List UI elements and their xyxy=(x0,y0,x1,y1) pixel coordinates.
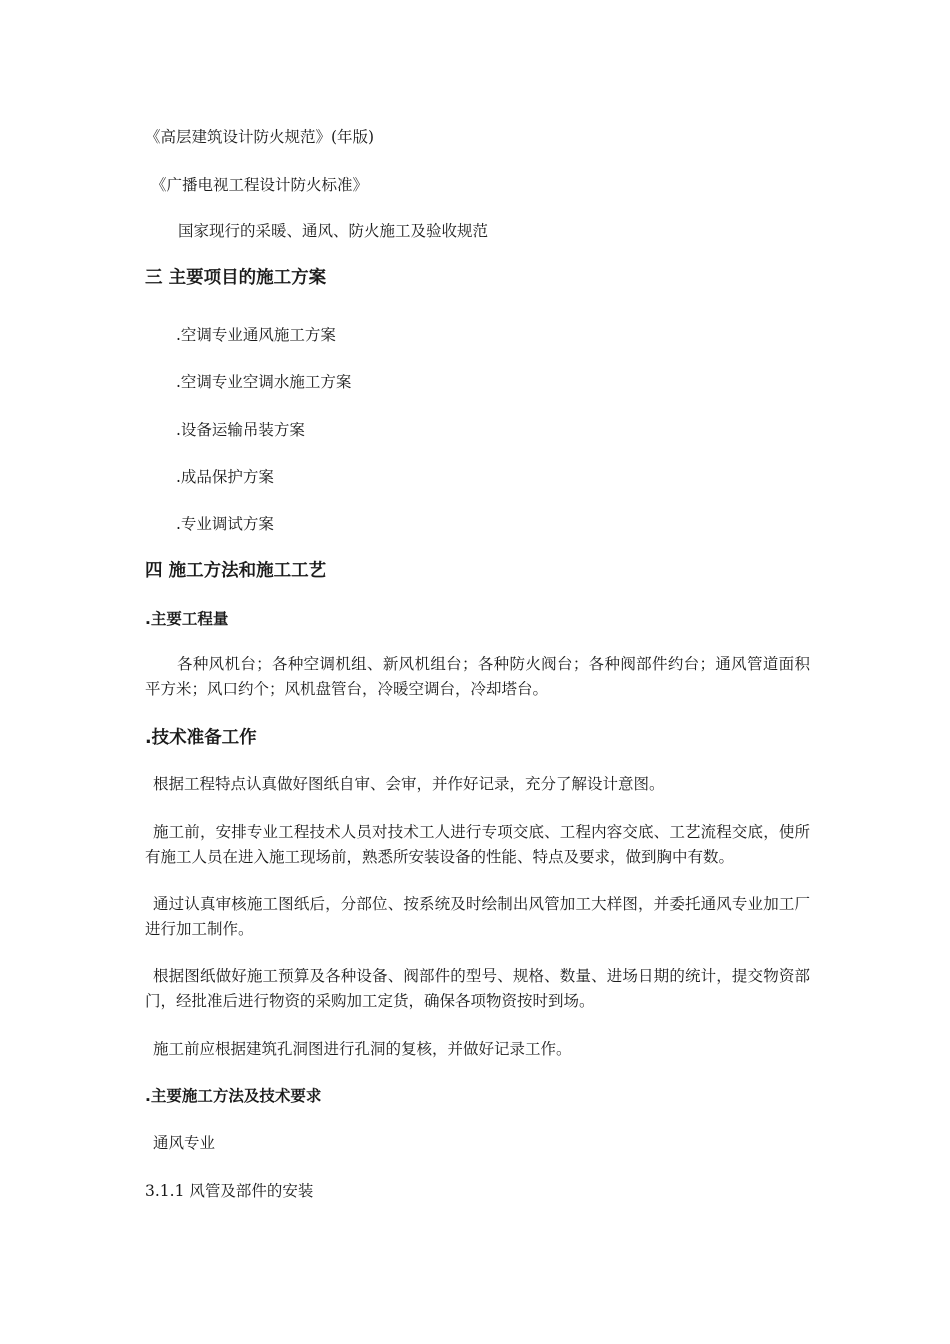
subheading-preparation: .技术准备工作 xyxy=(145,728,257,748)
reference-line-3: 国家现行的采暖、通风、防火施工及验收规范 xyxy=(178,222,489,240)
preparation-paragraph-1: 根据工程特点认真做好图纸自审、会审，并作好记录，充分了解设计意图。 xyxy=(153,775,665,793)
quantities-paragraph: 各种风机台；各种空调机组、新风机组台；各种防火阀台；各种阀部件约台；通风管道面积平方米；风口约个；风机盘管台，冷暖空调台，冷却塔台。 xyxy=(145,655,810,698)
preparation-paragraph-3: 通过认真审核施工图纸后，分部位、按系统及时绘制出风管加工大样图，并委托通风专业加工厂进行加工制作。 xyxy=(145,895,810,938)
plan-item-5: .专业调试方案 xyxy=(176,515,274,533)
subheading-methods: .主要施工方法及技术要求 xyxy=(145,1087,322,1105)
preparation-paragraph-4: 根据图纸做好施工预算及各种设备、阀部件的型号、规格、数量、进场日期的统计，提交物资部门，经批准后进行物资的采购加工定货，确保各项物资按时到场。 xyxy=(145,967,810,1010)
preparation-paragraph-2: 施工前，安排专业工程技术人员对技术工人进行专项交底、工程内容交底、工艺流程交底，使所有施工人员在进入施工现场前，熟悉所安装设备的性能、特点及要求，做到胸中有数。 xyxy=(145,823,810,866)
section-heading-4: 四 施工方法和施工工艺 xyxy=(145,561,327,581)
section-heading-3: 三 主要项目的施工方案 xyxy=(145,268,327,288)
subsection-ventilation: 通风专业 xyxy=(153,1134,216,1152)
plan-item-4: .成品保护方案 xyxy=(176,468,274,486)
plan-item-1: .空调专业通风施工方案 xyxy=(176,326,336,344)
preparation-paragraph-5: 施工前应根据建筑孔洞图进行孔洞的复核，并做好记录工作。 xyxy=(153,1040,572,1058)
plan-item-3: .设备运输吊装方案 xyxy=(176,421,305,439)
subheading-quantities: .主要工程量 xyxy=(145,610,229,628)
plan-item-2: .空调专业空调水施工方案 xyxy=(176,373,352,391)
reference-line-1: 《高层建筑设计防火规范》(年版) xyxy=(145,128,375,146)
reference-line-2: 《广播电视工程设计防火标准》 xyxy=(151,176,369,194)
subsection-duct-installation: 3.1.1 风管及部件的安装 xyxy=(145,1182,314,1200)
